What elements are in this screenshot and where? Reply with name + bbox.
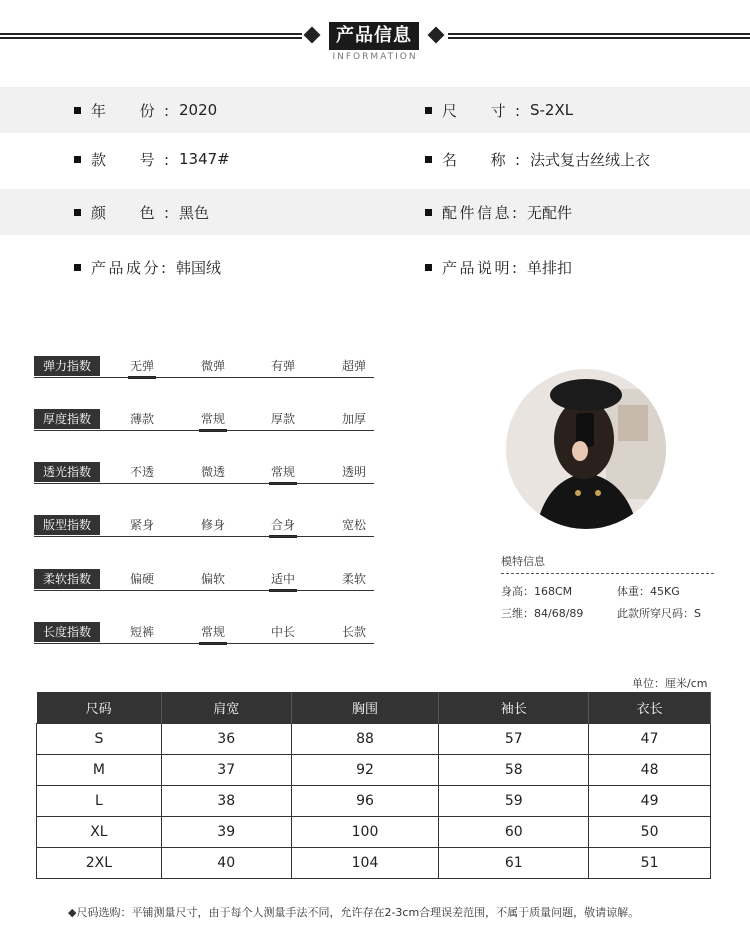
index-option: 微弹 [200,359,225,373]
index-row [34,407,374,431]
index-option: 中长 [270,625,295,639]
index-tag: 透光指数 [34,462,100,482]
index-row [34,620,374,644]
table-cell: 92 [291,754,439,785]
info-row [0,244,750,290]
model-size-worn: 此款所穿尺码：S [617,607,701,620]
index-row [34,460,374,484]
info-label: 产品说明: [442,258,517,277]
table-cell: 49 [589,785,711,816]
size-table [36,692,711,879]
index-option: 偏软 [200,572,225,586]
table-cell: 36 [161,723,291,754]
info-row [0,136,750,182]
index-option: 适中 [263,570,303,587]
table-cell: 51 [589,847,711,878]
info-item [425,87,573,133]
header-diamond-right [428,27,445,44]
info-label: 名 称: [442,150,520,169]
index-option: 无弹 [122,357,162,374]
index-option: 加厚 [341,412,366,426]
header-diamond-left [304,27,321,44]
section-header [0,0,750,80]
index-underline [34,536,374,537]
table-cell: 57 [439,723,589,754]
info-value: 黑色 [179,203,210,222]
index-underline [34,590,374,591]
bullet-icon [425,264,432,271]
model-info-title: 模特信息 [501,555,545,568]
model-height: 身高：168CM [501,585,573,598]
model-measurements: 三维：84/68/89 [501,607,584,620]
table-cell: 39 [161,816,291,847]
table-cell: 59 [439,785,589,816]
table-cell: M [37,754,162,785]
info-value: 法式复古丝绒上衣 [530,150,651,169]
table-row [37,785,711,816]
table-cell: 40 [161,847,291,878]
info-label: 尺 寸: [442,101,520,120]
index-option: 常规 [193,410,233,427]
table-cell: 50 [589,816,711,847]
bullet-icon [74,107,81,114]
info-label: 年 份: [91,101,169,120]
index-option: 常规 [263,463,303,480]
index-tag: 厚度指数 [34,409,100,429]
index-option: 短裤 [129,625,154,639]
table-cell: 104 [291,847,439,878]
table-cell: 100 [291,816,439,847]
table-cell: 58 [439,754,589,785]
bullet-icon [74,156,81,163]
table-cell: 61 [439,847,589,878]
info-label: 颜 色: [91,203,169,222]
table-cell: 96 [291,785,439,816]
index-option: 透明 [341,465,366,479]
index-option: 合身 [263,516,303,533]
bullet-icon [425,107,432,114]
info-value: 韩国绒 [176,258,222,277]
bullet-icon [425,156,432,163]
bullet-icon [74,264,81,271]
size-table-header: 胸围 [291,692,439,723]
index-option: 宽松 [341,518,366,532]
unit-label: 单位：厘米/cm [632,677,708,690]
index-option: 微透 [200,465,225,479]
index-option: 常规 [193,623,233,640]
header-rule-left [0,33,302,39]
info-item [425,136,650,182]
table-cell: XL [37,816,162,847]
bullet-icon [425,209,432,216]
index-option: 超弹 [341,359,366,373]
index-option: 有弹 [270,359,295,373]
index-tag: 弹力指数 [34,356,100,376]
index-row [34,567,374,591]
info-value: 1347# [179,150,230,168]
model-photo [506,369,666,529]
info-value: 2020 [179,101,218,119]
model-photo-image [506,369,666,529]
index-underline [34,643,374,644]
table-row [37,847,711,878]
table-cell: S [37,723,162,754]
info-row [0,189,750,235]
table-cell: 48 [589,754,711,785]
index-underline [34,483,374,484]
header-rule-right [448,33,750,39]
size-table-header: 衣长 [589,692,711,723]
info-label: 款 号: [91,150,169,169]
model-weight: 体重：45KG [617,585,680,598]
index-underline [34,430,374,431]
table-cell: 38 [161,785,291,816]
info-item [425,189,572,235]
table-cell: 2XL [37,847,162,878]
table-cell: 60 [439,816,589,847]
info-item [74,136,230,182]
index-option: 长款 [341,625,366,639]
index-option: 薄款 [129,412,154,426]
model-divider [501,573,714,574]
size-table-header: 肩宽 [161,692,291,723]
index-option: 修身 [200,518,225,532]
index-option: 偏硬 [129,572,154,586]
size-table-header: 袖长 [439,692,589,723]
index-option: 厚款 [270,412,295,426]
info-label: 配件信息: [442,203,517,222]
info-item [74,244,221,290]
info-value: S-2XL [530,101,574,119]
table-cell: 37 [161,754,291,785]
size-note: ◆尺码选购：平铺测量尺寸，由于每个人测量手法不同，允许存在2-3cm合理误差范围，不属于质量问题，敬请谅解。 [68,906,640,919]
table-cell: 88 [291,723,439,754]
info-value: 无配件 [527,203,573,222]
table-row [37,754,711,785]
table-cell: L [37,785,162,816]
index-option: 紧身 [129,518,154,532]
header-title: 产品信息 [329,22,419,50]
table-row [37,816,711,847]
index-tag: 版型指数 [34,515,100,535]
index-row [34,354,374,378]
index-row [34,513,374,537]
bullet-icon [74,209,81,216]
table-row [37,723,711,754]
table-cell: 47 [589,723,711,754]
info-item [74,189,209,235]
size-table-header-row [37,692,711,723]
info-row [0,87,750,133]
info-label: 产品成分: [91,258,166,277]
info-item [425,244,572,290]
index-tag: 柔软指数 [34,569,100,589]
info-value: 单排扣 [527,258,573,277]
index-tag: 长度指数 [34,622,100,642]
header-subtitle: INFORMATION [332,52,418,62]
size-table-header: 尺码 [37,692,162,723]
index-underline [34,377,374,378]
info-item [74,87,217,133]
index-option: 柔软 [341,572,366,586]
index-option: 不透 [129,465,154,479]
